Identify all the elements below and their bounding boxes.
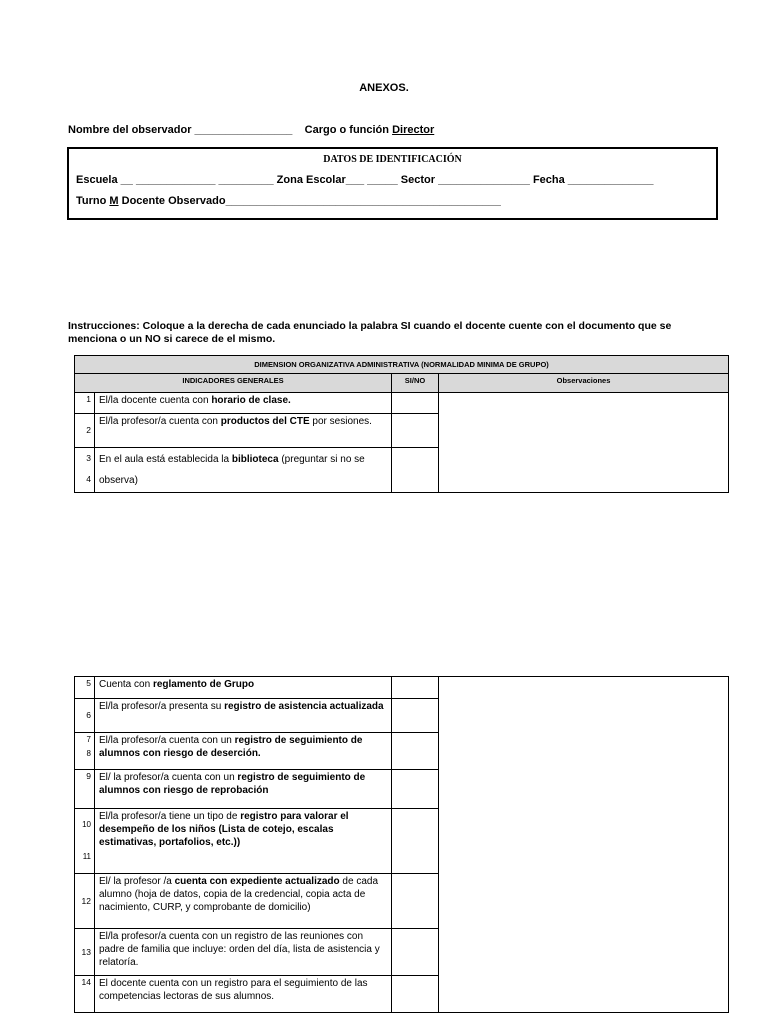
sino-cell[interactable]	[392, 874, 439, 929]
observer-line	[68, 124, 434, 136]
indicator-text: En el aula está establecida la biblioteca (preguntar si no se observa)	[95, 448, 392, 493]
sector-label: Sector	[400, 174, 436, 186]
sino-cell[interactable]	[392, 809, 439, 874]
teacher-label: Docente Observado	[121, 195, 226, 207]
shift-value[interactable]: M	[109, 195, 119, 207]
zone-field[interactable]: ___ _____	[345, 174, 398, 186]
school-label: Escuela	[76, 174, 118, 186]
sino-cell[interactable]	[392, 414, 439, 448]
row-number: 13	[75, 929, 95, 976]
observer-name-label: Nombre del observador	[68, 124, 192, 136]
indicator-text: El/la profesor/a presenta su registro de asistencia actualizada	[95, 699, 392, 733]
indicator-text: El/la profesor/a cuenta con un registro de seguimiento de alumnos con riesgo de deserción.	[95, 733, 392, 770]
indicator-text: El/la docente cuenta con horario de clase.	[95, 393, 392, 414]
row-number: 5	[75, 677, 95, 699]
col-observations-header: Observaciones	[439, 374, 729, 393]
sino-cell[interactable]	[392, 699, 439, 733]
indicator-text: El docente cuenta con un registro para el seguimiento de las competencias lectoras de sus alumnos.	[95, 976, 392, 1013]
indicator-text: El/la profesor/a tiene un tipo de registro para valorar el desempeño de los niños (Lista de cotejo, escalas estimativas, portafolios, etc.))	[95, 809, 392, 874]
dimension-header: DIMENSION ORGANIZATIVA ADMINISTRATIVA (NORMALIDAD MINIMA DE GRUPO)	[75, 356, 729, 374]
page-title: ANEXOS.	[359, 82, 409, 94]
observer-role-label: Cargo o función	[304, 124, 389, 136]
sino-cell[interactable]	[392, 929, 439, 976]
indicators-table-part1	[74, 355, 729, 493]
observations-cell[interactable]	[439, 677, 729, 1013]
zone-label: Zona Escolar	[276, 174, 346, 186]
row-number: 9	[75, 770, 95, 809]
row-number: 1	[75, 393, 95, 414]
observer-name-field[interactable]: ________________	[194, 124, 293, 136]
shift-label: Turno	[76, 195, 107, 207]
observations-cell[interactable]	[439, 393, 729, 493]
indicator-text: El/ la profesor/a cuenta con un registro de seguimiento de alumnos con riesgo de reprobación	[95, 770, 392, 809]
identification-box	[67, 147, 718, 220]
table-row	[75, 393, 729, 414]
identification-row-2	[76, 195, 501, 207]
row-number: 6	[75, 699, 95, 733]
col-sino-header: SI/NO	[392, 374, 439, 393]
sino-cell[interactable]	[392, 448, 439, 493]
row-number: 10 11	[75, 809, 95, 874]
teacher-field[interactable]: _____________________________________________	[225, 195, 501, 207]
sino-cell[interactable]	[392, 393, 439, 414]
date-label: Fecha	[532, 174, 565, 186]
col-indicators-header: INDICADORES GENERALES	[75, 374, 392, 393]
row-number: 3 4	[75, 448, 95, 493]
instructions: Instrucciones: Coloque a la derecha de cada enunciado la palabra SI cuando el docente cuente con el documento que se menciona o un NO si carece de el mismo.	[68, 320, 672, 345]
sino-cell[interactable]	[392, 733, 439, 770]
row-number: 7 8	[75, 733, 95, 770]
observer-role-value[interactable]: Director	[392, 124, 435, 136]
date-field[interactable]: ______________	[567, 174, 654, 186]
row-number: 12	[75, 874, 95, 929]
sino-cell[interactable]	[392, 976, 439, 1013]
indicators-table-part2	[74, 676, 729, 1013]
sino-cell[interactable]	[392, 770, 439, 809]
sino-cell[interactable]	[392, 677, 439, 699]
indicator-text: El/ la profesor /a cuenta con expediente actualizado de cada alumno (hoja de datos, copia de la credencial, copia acta de nacimiento, CURP, y comprobante de domicilio)	[95, 874, 392, 929]
sector-field[interactable]: _______________	[438, 174, 530, 186]
indicator-text: El/la profesor/a cuenta con productos del CTE por sesiones.	[95, 414, 392, 448]
row-number: 2	[75, 414, 95, 448]
identification-row-1	[76, 174, 653, 186]
identification-header: DATOS DE IDENTIFICACIÓN	[323, 154, 462, 165]
indicator-text: El/la profesor/a cuenta con un registro de las reuniones con padre de familia que incluye: orden del día, lista de asistencia y relatoría.	[95, 929, 392, 976]
table-row	[75, 677, 729, 699]
indicator-text: Cuenta con reglamento de Grupo	[95, 677, 392, 699]
school-field[interactable]: __ _____________ _________	[120, 174, 274, 186]
row-number: 14	[75, 976, 95, 1013]
